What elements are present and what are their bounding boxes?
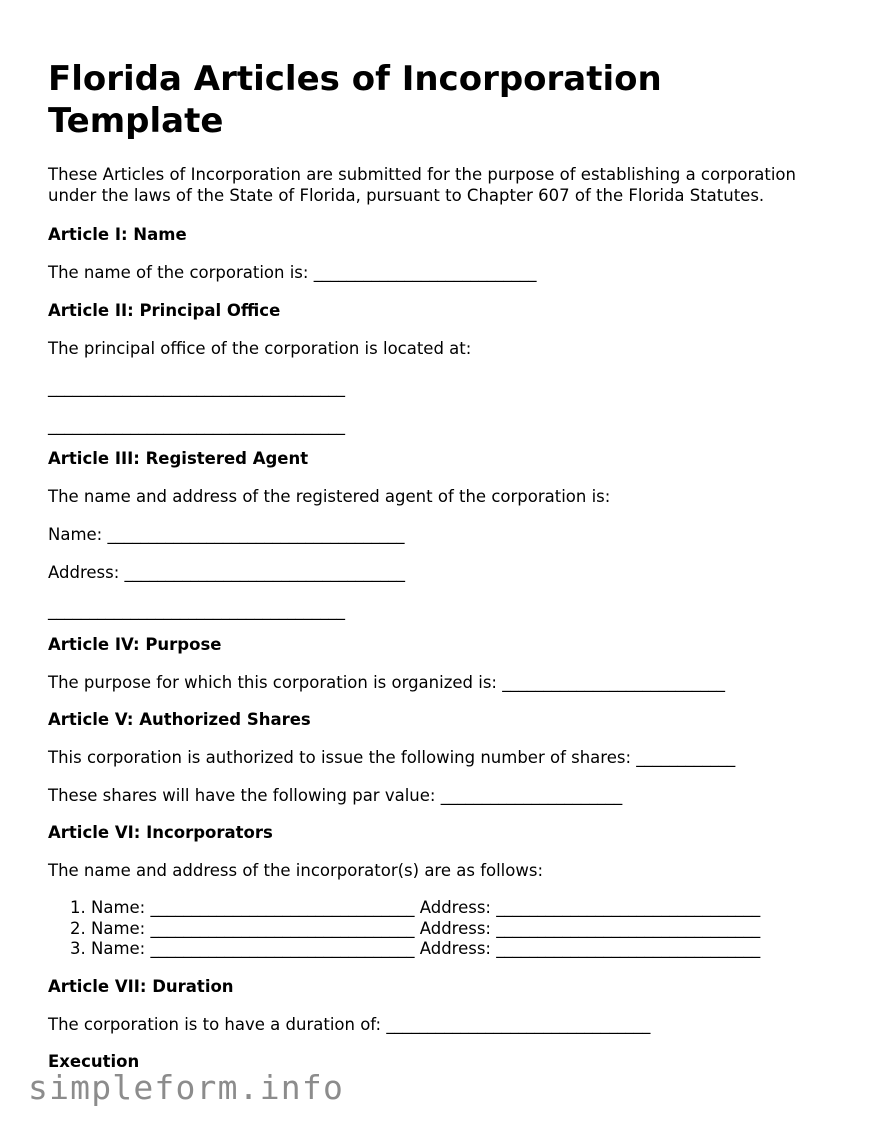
article-2-heading: Article II: Principal Office [48,301,281,320]
incorporator-item-2: 2. Name: ________________________________ Address: ________________________________ [91,919,848,940]
article-5-heading: Article V: Authorized Shares [48,710,311,729]
article-1-heading: Article I: Name [48,225,187,244]
article-3-address-field: Address: __________________________________ [48,563,406,582]
article-7-duration-line: The corporation is to have a duration of: ________________________________ [48,1014,651,1034]
article-1-name-line: The name of the corporation is: ___________________________ [48,263,537,282]
article-7-heading: Article VII: Duration [48,976,234,996]
document-page [48,58,848,1072]
page-title: Florida Articles of Incorporation Template [48,59,662,141]
watermark-text: simpleform.info [28,1068,345,1107]
article-2-blank-1: ____________________________________ [48,378,345,397]
article-3-address-blank: ____________________________________ [48,601,345,620]
incorporator-item-1: 1. Name: ________________________________ Address: ________________________________ [91,898,848,919]
execution-heading: Execution [48,1051,140,1071]
article-5-par-value-line: These shares will have the following par value: ______________________ [48,786,623,805]
incorporators-list [48,898,848,960]
article-3-agent-line: The name and address of the registered agent of the corporation is: [48,487,611,506]
article-6-incorporators-line: The name and address of the incorporator(s) are as follows: [48,861,544,880]
article-3-name-field: Name: ____________________________________ [48,525,405,544]
intro-paragraph: These Articles of Incorporation are submitted for the purpose of establishing a corporation under the laws of the State of Florida, pursuant to Chapter 607 of the Florida Statutes. [48,165,796,205]
article-5-shares-line: This corporation is authorized to issue the following number of shares: ____________ [48,748,736,767]
article-4-heading: Article IV: Purpose [48,635,222,654]
article-3-heading: Article III: Registered Agent [48,449,309,468]
article-2-office-line: The principal office of the corporation is located at: [48,339,472,358]
article-2-blank-2: ____________________________________ [48,416,345,435]
incorporator-item-3: 3. Name: ________________________________ Address: ________________________________ [91,939,848,960]
article-4-purpose-line: The purpose for which this corporation is organized is: ___________________________ [48,673,725,692]
article-6-heading: Article VI: Incorporators [48,823,273,842]
